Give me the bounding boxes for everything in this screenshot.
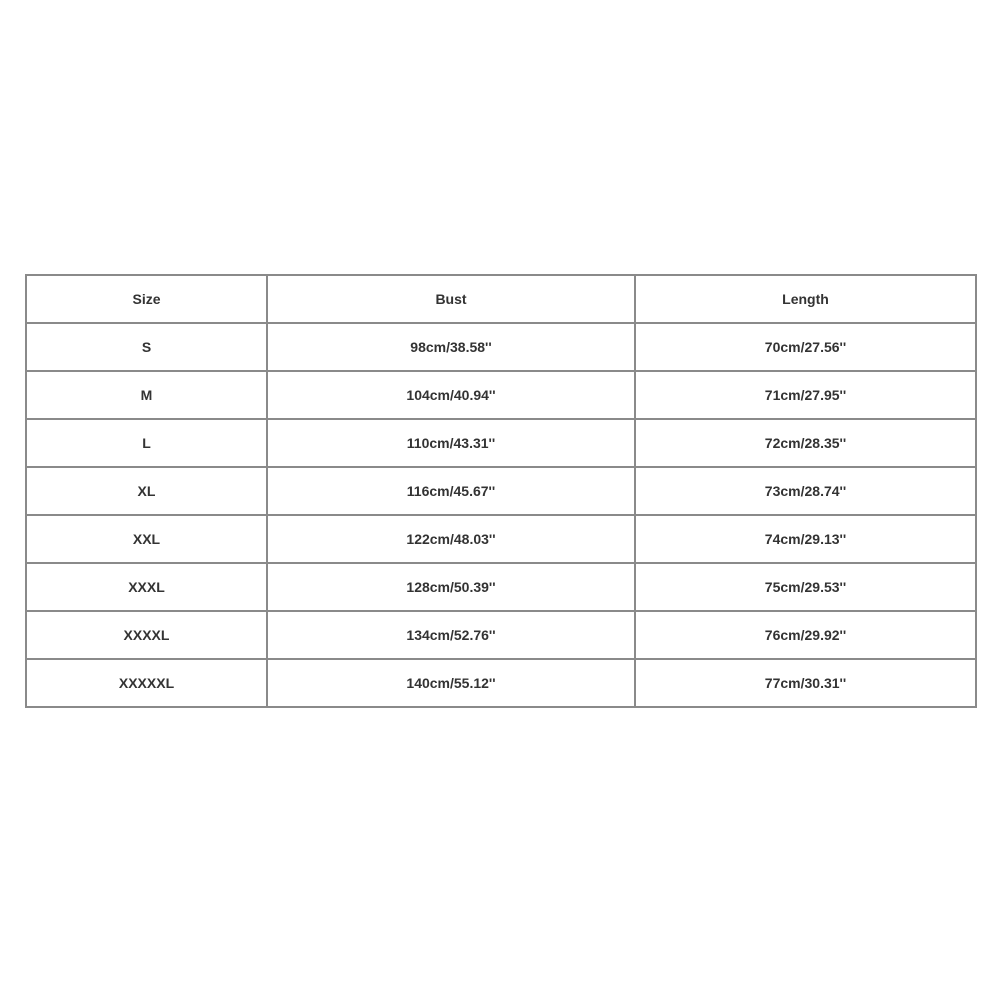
cell-size: XXL	[26, 515, 267, 563]
cell-size: XXXXXL	[26, 659, 267, 707]
cell-size: XXXXL	[26, 611, 267, 659]
cell-length: 71cm/27.95''	[635, 371, 976, 419]
header-length: Length	[635, 275, 976, 323]
table-row	[26, 419, 976, 467]
cell-length: 72cm/28.35''	[635, 419, 976, 467]
cell-size: M	[26, 371, 267, 419]
cell-bust: 134cm/52.76''	[267, 611, 635, 659]
cell-length: 75cm/29.53''	[635, 563, 976, 611]
cell-bust: 122cm/48.03''	[267, 515, 635, 563]
cell-size: XXXL	[26, 563, 267, 611]
table-row	[26, 467, 976, 515]
cell-length: 70cm/27.56''	[635, 323, 976, 371]
table-row	[26, 659, 976, 707]
cell-size: L	[26, 419, 267, 467]
cell-length: 76cm/29.92''	[635, 611, 976, 659]
table-row	[26, 323, 976, 371]
table-row	[26, 371, 976, 419]
cell-bust: 116cm/45.67''	[267, 467, 635, 515]
cell-bust: 128cm/50.39''	[267, 563, 635, 611]
header-size: Size	[26, 275, 267, 323]
cell-bust: 104cm/40.94''	[267, 371, 635, 419]
cell-size: XL	[26, 467, 267, 515]
cell-bust: 110cm/43.31''	[267, 419, 635, 467]
table-row	[26, 515, 976, 563]
header-bust: Bust	[267, 275, 635, 323]
table-header-row	[26, 275, 976, 323]
cell-length: 73cm/28.74''	[635, 467, 976, 515]
cell-bust: 140cm/55.12''	[267, 659, 635, 707]
cell-bust: 98cm/38.58''	[267, 323, 635, 371]
table-row	[26, 563, 976, 611]
table-row	[26, 611, 976, 659]
cell-size: S	[26, 323, 267, 371]
size-chart-table	[25, 274, 977, 708]
cell-length: 77cm/30.31''	[635, 659, 976, 707]
cell-length: 74cm/29.13''	[635, 515, 976, 563]
